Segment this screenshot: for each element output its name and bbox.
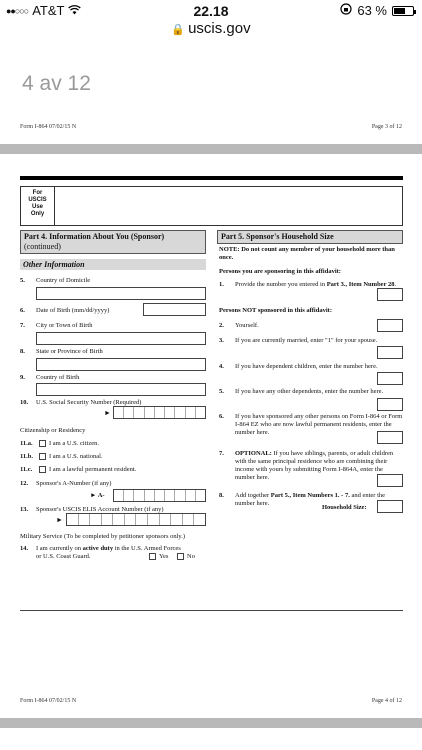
lock-icon: 🔒: [171, 24, 186, 36]
carrier-label: AT&T: [32, 3, 65, 18]
battery-percent: 63 %: [357, 3, 387, 18]
option-11a[interactable]: 11.a. I am a U.S. citizen.: [20, 440, 99, 447]
field13-label: 13. Sponsor's USCIS ELIS Account Number (if any): [20, 506, 164, 513]
item1-input[interactable]: [377, 288, 403, 301]
yes-checkbox[interactable]: [149, 553, 156, 560]
page3-form-id: Form I-864 07/02/15 N: [20, 124, 77, 130]
item1-label: 1. Provide the number you entered in Part 3., Item Number 28.: [219, 281, 397, 288]
form-bottom-rule: [20, 610, 403, 611]
item6-input[interactable]: [377, 431, 403, 444]
page3-number: Page 3 of 12: [371, 124, 402, 130]
form-top-rule: [20, 176, 403, 180]
part5-header: Part 5. Sponsor's Household Size: [217, 230, 403, 244]
active-duty-no[interactable]: No: [174, 553, 195, 561]
country-birth-input[interactable]: [36, 383, 206, 396]
household-size-input[interactable]: [377, 500, 403, 513]
field14-label: 14. I am currently on active duty in the U.S. Armed Forces or U.S. Coast Guard.: [20, 545, 181, 560]
item2-input[interactable]: [377, 319, 403, 332]
not-sponsored-heading: Persons NOT sponsored in this affidavit:: [219, 307, 332, 314]
page4-number: Page 4 of 12: [371, 698, 402, 704]
page-separator: [0, 144, 422, 154]
item3-input[interactable]: [377, 346, 403, 359]
clock: 22.18: [193, 3, 229, 19]
sponsoring-heading: Persons you are sponsoring in this affidavit:: [219, 268, 341, 275]
address-bar[interactable]: [0, 20, 422, 42]
city-birth-input[interactable]: [36, 332, 206, 345]
elis-number-input[interactable]: [66, 513, 206, 526]
us-citizen-checkbox[interactable]: [39, 440, 46, 447]
field9-label: 9. Country of Birth: [20, 374, 80, 381]
item7-input[interactable]: [377, 474, 403, 487]
other-info-header: Other Information: [20, 259, 206, 270]
uscis-use-label: For USCIS Use Only: [21, 187, 55, 225]
dob-input[interactable]: [143, 303, 206, 316]
item5-label: 5. If you have any other dependents, enter the number here.: [219, 388, 384, 395]
lpr-checkbox[interactable]: [39, 466, 46, 473]
item2-label: 2. Yourself.: [219, 322, 259, 329]
part5-column: [217, 230, 403, 244]
country-domicile-input[interactable]: [36, 287, 206, 300]
citizenship-heading: Citizenship or Residency: [20, 427, 86, 434]
ssn-input[interactable]: [113, 406, 206, 419]
military-heading: Military Service (To be completed by petitioner sponsors only.): [20, 533, 186, 540]
a-number-input[interactable]: [113, 489, 206, 502]
part4-header: Part 4. Information About You (Sponsor) (continued): [20, 230, 206, 254]
field10-label: 10. U.S. Social Security Number (Required): [20, 399, 142, 406]
elis-arrow-icon: ►: [56, 516, 63, 524]
option-11c[interactable]: 11.c. I am a lawful permanent resident.: [20, 466, 137, 473]
ssn-arrow-icon: ►: [104, 409, 111, 417]
household-size-label: Household Size:: [322, 504, 367, 511]
active-duty-yes[interactable]: Yes: [146, 553, 168, 561]
uscis-use-box: [20, 186, 403, 226]
field5-label: 5. Country of Domicile: [20, 277, 91, 284]
page-separator-bottom: [0, 718, 422, 728]
part4-column: [20, 230, 206, 270]
field12-label: 12. Sponsor's A-Number (if any): [20, 480, 112, 487]
page4-form-id: Form I-864 07/02/15 N: [20, 698, 77, 704]
battery-icon: [392, 6, 414, 16]
rotation-lock-icon: [340, 3, 352, 18]
signal-icon: ●●○○○: [6, 5, 29, 16]
field6-label: 6. Date of Birth (mm/dd/yyyy): [20, 307, 110, 314]
url-text: uscis.gov: [188, 20, 251, 37]
item6-label: 6. If you have sponsored any other persons on Form I-864 or Form I-864 EZ who are now lawful permanent residents, enter the number here.: [219, 413, 403, 436]
state-birth-input[interactable]: [36, 358, 206, 371]
status-bar: [0, 0, 422, 20]
household-note: NOTE: Do not count any member of your household more than once.: [219, 246, 395, 261]
item7-label: 7. OPTIONAL: If you have siblings, parents, or adult children with the same principal residence who are combining their income with yours by submitting Form I-864A, enter the number here.: [219, 450, 394, 481]
item8-label: 8. Add together Part 5., Item Numbers 1. - 7. and enter the number here.: [219, 492, 386, 507]
item4-input[interactable]: [377, 372, 403, 385]
option-11b[interactable]: 11.b. I am a U.S. national.: [20, 453, 103, 460]
item3-label: 3. If you are currently married, enter "1" for your spouse.: [219, 337, 378, 344]
item5-input[interactable]: [377, 398, 403, 411]
page-counter: 4 av 12: [22, 72, 91, 95]
field7-label: 7. City or Town of Birth: [20, 322, 93, 329]
a-number-prefix: ► A-: [90, 492, 105, 499]
us-national-checkbox[interactable]: [39, 453, 46, 460]
item4-label: 4. If you have dependent children, enter the number here.: [219, 363, 378, 370]
no-checkbox[interactable]: [177, 553, 184, 560]
battery-fill: [394, 8, 405, 14]
field8-label: 8. State or Province of Birth: [20, 348, 103, 355]
